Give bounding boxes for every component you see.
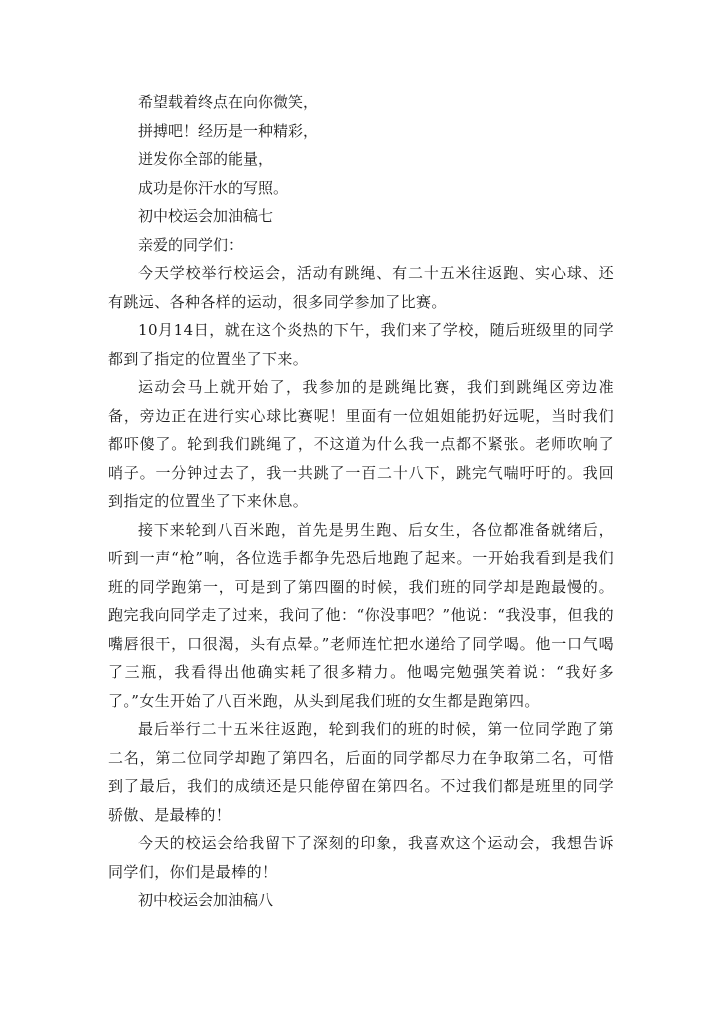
section-heading: 初中校运会加油稿七 xyxy=(138,207,274,225)
paragraph: 接下来轮到八百米跑，首先是男生跑、后女生，各位都准备就绪后，听到一声“枪”响，各位选手都争先恐后地跑了起来。一开始我看到是我们班的同学跑第一，可是到了第四圈的时候，我们班的同学却是跑最慢的。跑完我向同学走了过来，我问了他：“你没事吧？”他说：“我没事，但我的嘴唇很干，口很渴，头有点晕。”老师连忙把水递给了同学喝。他一口气喝了三瓶，我看得出他确实耗了很多精力。他喝完勉强笑着说：“我好多了。”女生开始了八百米跑，从头到尾我们班的女生都是跑第四。 xyxy=(108,520,614,710)
greeting: 亲爱的同学们： xyxy=(138,235,244,254)
poem-line: 迸发你全部的能量， xyxy=(138,150,274,168)
poem-line: 成功是你汗水的写照。 xyxy=(138,178,289,197)
paragraph: 今天学校举行校运会，活动有跳绳、有二十五米往返跑、实心球、还有跳远、各种各样的运动，很多同学参加了比赛。 xyxy=(108,264,614,311)
poem-line: 拼搏吧！经历是一种精彩， xyxy=(138,121,319,140)
paragraph: 最后举行二十五米往返跑，轮到我们的班的时候，第一位同学跑了第二名，第二位同学却跑了第四名，后面的同学都尽力在争取第二名，可惜到了最后，我们的成绩还是只能停留在第四名。不过我们都是班里的同学骄傲、是最棒的！ xyxy=(108,720,614,824)
section-heading: 初中校运会加油稿八 xyxy=(138,891,274,909)
poem-line: 希望载着终点在向你微笑， xyxy=(138,93,319,111)
paragraph: 今天的校运会给我留下了深刻的印象，我喜欢这个运动会，我想告诉同学们，你们是最棒的！ xyxy=(108,834,614,881)
document-page xyxy=(108,88,614,915)
paragraph: 10月14日，就在这个炎热的下午，我们来了学校，随后班级里的同学都到了指定的位置坐了下来。 xyxy=(108,321,614,368)
paragraph: 运动会马上就开始了，我参加的是跳绳比赛，我们到跳绳区旁边准备，旁边正在进行实心球比赛呢！里面有一位姐姐能扔好远呢，当时我们都吓傻了。轮到我们跳绳了，不这道为什么我一点都不紧张。老师吹响了哨子。一分钟过去了，我一共跳了一百二十八下，跳完气喘吁吁的。我回到指定的位置坐了下来休息。 xyxy=(108,378,614,510)
